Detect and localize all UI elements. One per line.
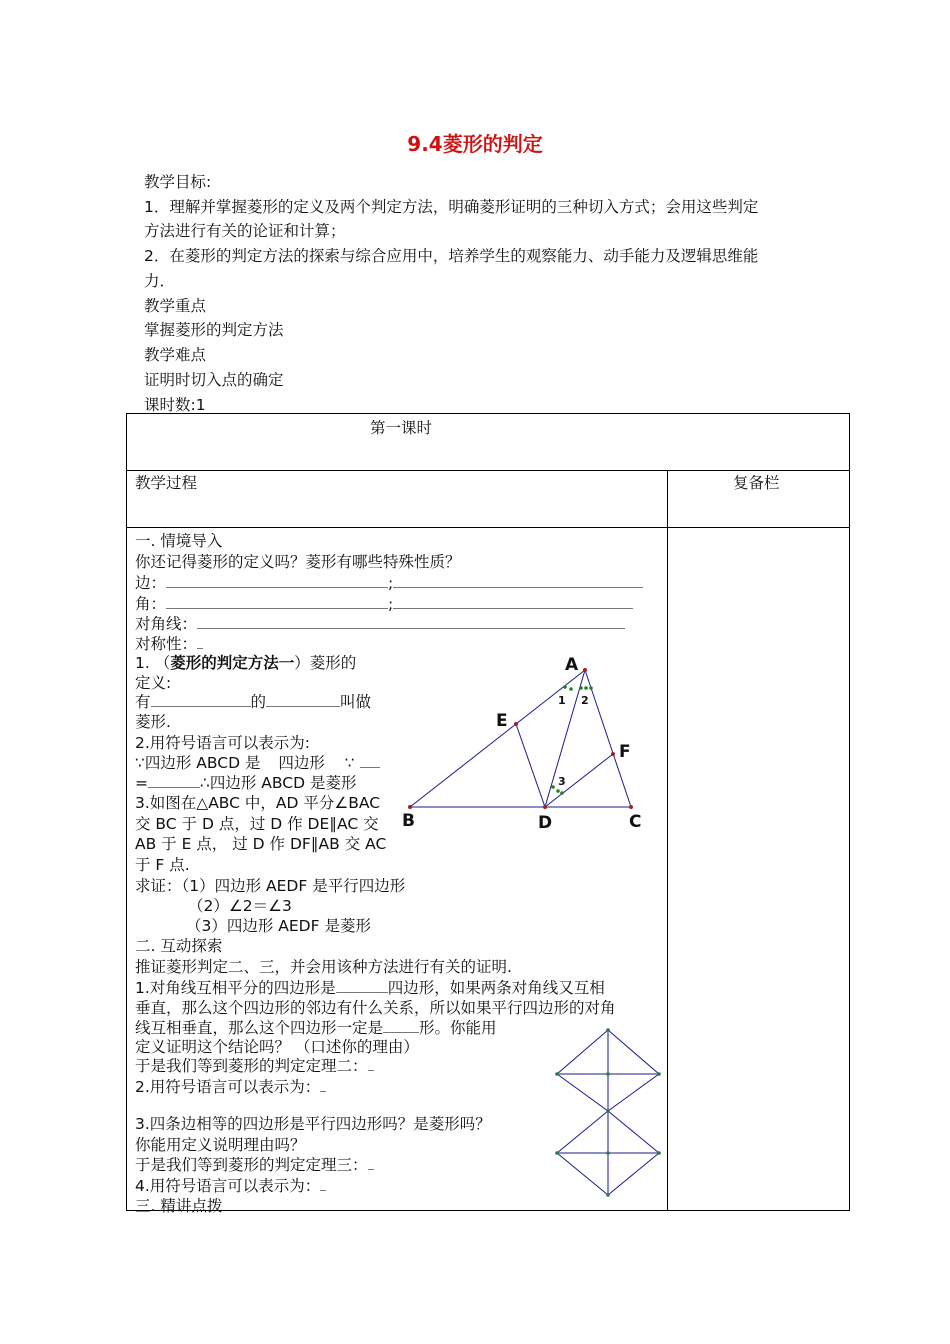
- explore-4: 4.用符号语言可以表示为：: [135, 1174, 326, 1196]
- page-title: 9.4菱形的判定: [407, 132, 543, 156]
- definition-fill-line: 有 的 叫做: [135, 693, 372, 711]
- side-blank-1[interactable]: [166, 574, 388, 588]
- problem-3d: 于 F 点.: [135, 856, 190, 874]
- side-line: 边： ;: [135, 571, 643, 593]
- point-b: [408, 805, 412, 809]
- prove-3: （3）四边形 AEDF 是菱形: [186, 917, 371, 935]
- explore-1a: 1.对角线互相平分的四边形是 四边形，如果两条对角线又互相: [135, 979, 605, 997]
- explore-3a: 3.四条边相等的四边形是平行四边形吗？是菱形吗？: [135, 1115, 491, 1133]
- process-header: 教学过程: [135, 474, 198, 492]
- triangle-figure: [395, 650, 655, 840]
- angle-blank-1[interactable]: [166, 595, 388, 609]
- explore-blank-2[interactable]: [383, 1019, 419, 1033]
- prove-1: 求证：（1）四边形 AEDF 是平行四边形: [135, 877, 406, 895]
- label-f: F: [619, 742, 631, 762]
- label-c: C: [629, 812, 642, 832]
- point-c: [629, 805, 633, 809]
- key-text: 掌握菱形的判定方法: [144, 321, 284, 339]
- explore-1b: 垂直，那么这个四边形的邻边有什么关系，所以如果平行四边形的对角: [135, 999, 616, 1017]
- segment-df: [545, 754, 613, 807]
- equal-blank[interactable]: [148, 774, 200, 788]
- label-d: D: [538, 813, 553, 833]
- rhombus-figure: [548, 1025, 668, 1203]
- difficulty-text: 证明时切入点的确定: [144, 371, 284, 389]
- goal-1b: 方法进行有关的论证和计算；: [144, 222, 346, 240]
- label-e: E: [496, 711, 508, 731]
- explore-1c: 线互相垂直，那么这个四边形一定是 形。你能用: [135, 1019, 497, 1037]
- symbol-language: 2.用符号语言可以表示为:: [135, 734, 311, 752]
- definition-blank-1[interactable]: [151, 693, 251, 707]
- because-blank[interactable]: [360, 754, 380, 768]
- symmetry-line: 对称性：: [135, 632, 203, 654]
- symmetry-blank[interactable]: [197, 635, 203, 649]
- angle-line: 角： ;: [135, 592, 633, 614]
- table-divider: [127, 527, 849, 528]
- explore-blank-1[interactable]: [336, 979, 388, 993]
- section-2-intro: 推证菱形判定二、三，并会用该种方法进行有关的证明.: [135, 958, 512, 976]
- goal-heading: 教学目标:: [144, 173, 212, 191]
- diagonal-blank[interactable]: [197, 615, 625, 629]
- explore-3c: 于是我们等到菱形的判定定理三：: [135, 1153, 374, 1175]
- point-d: [543, 805, 547, 809]
- explore-1d: 定义证明这个结论吗？ （口述你的理由）: [135, 1038, 419, 1056]
- prep-header: 复备栏: [733, 474, 780, 492]
- label-angle-2: 2: [581, 694, 589, 707]
- goal-2a: 2．在菱形的判定方法的探索与综合应用中，培养学生的观察能力、动手能力及逻辑思维能: [144, 247, 759, 265]
- explore-3b: 你能用定义说明理由吗？: [135, 1136, 306, 1154]
- point-f: [611, 752, 615, 756]
- segment-de: [516, 724, 545, 807]
- because-line: ∵四边形 ABCD 是 四边形 ∵: [135, 751, 380, 773]
- section-2-heading: 二. 互动探索: [135, 937, 223, 955]
- rhombus-word: 菱形.: [135, 713, 171, 731]
- label-a: A: [565, 655, 579, 675]
- section-3-heading: 三. 精讲点拨: [135, 1197, 223, 1215]
- definition-blank-2[interactable]: [266, 693, 340, 707]
- angle-blank-2[interactable]: [393, 595, 633, 609]
- theorem-3-blank[interactable]: [368, 1156, 374, 1170]
- question-1: 你还记得菱形的定义吗？菱形有哪些特殊性质？: [135, 553, 461, 571]
- therefore-line: = ∴四边形 ABCD 是菱形: [135, 774, 357, 792]
- key-heading: 教学重点: [144, 297, 207, 315]
- class-hours: 课时数:1: [144, 396, 206, 414]
- explore-2: 2.用符号语言可以表示为：: [135, 1075, 326, 1097]
- diagonal-line: 对角线：: [135, 612, 625, 634]
- goal-1a: 1．理解并掌握菱形的定义及两个判定方法，明确菱形证明的三种切入方式；会用这些判定: [144, 198, 759, 216]
- point-e: [514, 722, 518, 726]
- section-1-heading: 一. 情境导入: [135, 532, 223, 550]
- segment-ac: [585, 670, 631, 807]
- lesson-header: 第一课时: [370, 419, 433, 437]
- goal-2b: 力．: [144, 272, 176, 290]
- prove-2: （2）∠2＝∠3: [188, 897, 292, 915]
- theorem-2-blank[interactable]: [368, 1057, 374, 1071]
- problem-3a: 3.如图在△ABC 中，AD 平分∠BAC: [135, 794, 381, 812]
- label-angle-3: 3: [558, 775, 566, 788]
- method-1-def: 定义:: [135, 674, 172, 692]
- point-a: [583, 668, 587, 672]
- problem-3b: 交 BC 于 D 点，过 D 作 DE∥AC 交: [135, 815, 379, 833]
- label-b: B: [402, 811, 415, 831]
- method-1-line: 1. （菱形的判定方法一）菱形的: [135, 654, 357, 672]
- side-blank-2[interactable]: [393, 574, 643, 588]
- label-angle-1: 1: [558, 694, 566, 707]
- symbol-4-blank[interactable]: [320, 1177, 326, 1191]
- problem-3c: AB 于 E 点， 过 D 作 DF∥AB 交 AC: [135, 835, 387, 853]
- symbol-2-blank[interactable]: [320, 1078, 326, 1092]
- difficulty-heading: 教学难点: [144, 346, 207, 364]
- explore-1e: 于是我们等到菱形的判定定理二：: [135, 1054, 374, 1076]
